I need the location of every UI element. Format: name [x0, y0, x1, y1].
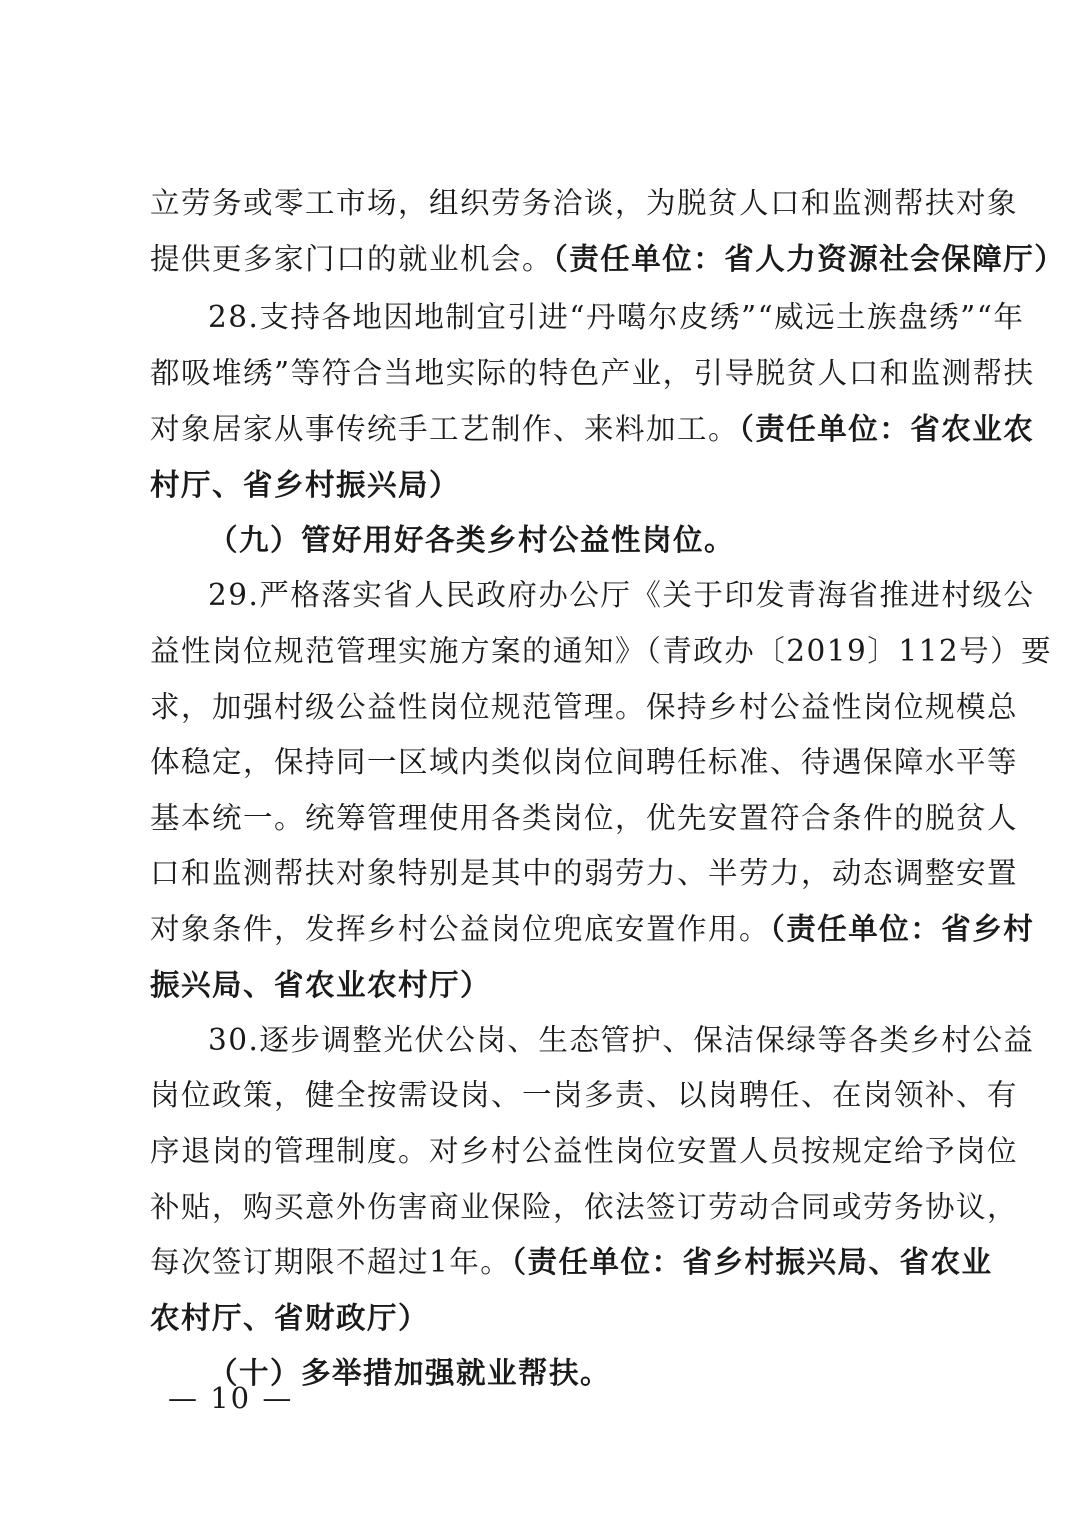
item-29-line-7: [150, 909, 1035, 949]
responsible-unit-note: 振兴局、省农业农村厅）: [150, 967, 492, 1002]
section-heading-text: （九）管好用好各类乡村公益性岗位。: [208, 522, 736, 557]
responsible-unit-note: 农村厅、省财政厅）: [150, 1300, 430, 1335]
responsible-unit-note: 村厅、省乡村振兴局）: [150, 467, 461, 502]
section-heading-text: （十）多举措加强就业帮扶。: [208, 1355, 612, 1390]
item-30-line-3: [150, 1131, 1019, 1171]
item-28-line-3: [150, 409, 1035, 449]
body-text: 岗位政策，健全按需设岗、一岗多责、以岗聘任、在岗领补、有: [150, 1078, 1019, 1112]
item-30-line-1: [208, 1020, 1035, 1060]
body-text: 都吸堆绣”等符合当地实际的特色产业，引导脱贫人口和监测帮扶: [150, 356, 1035, 390]
responsible-unit-note: （责任单位：省乡村: [770, 911, 1035, 946]
body-line-2: [150, 239, 1066, 279]
item-29-line-2: [150, 631, 1053, 671]
body-text: 序退岗的管理制度。对乡村公益性岗位安置人员按规定给予岗位: [150, 1134, 1019, 1168]
body-text: 30.逐步调整光伏公岗、生态管护、保洁保绿等各类乡村公益: [208, 1023, 1035, 1057]
body-text: 体稳定，保持同一区域内类似岗位间聘任标准、待遇保障水平等: [150, 745, 1019, 779]
body-text: 每次签订期限不超过1年。: [150, 1245, 512, 1279]
body-text: 求，加强村级公益性岗位规范管理。保持乡村公益性岗位规模总: [150, 690, 1019, 724]
item-28-line-2: [150, 353, 1035, 393]
body-text: 补贴，购买意外伤害商业保险，依法签订劳动合同或劳务协议，: [150, 1190, 1019, 1224]
body-text: 29.严格落实省人民政府办公厅《关于印发青海省推进村级公: [208, 578, 1035, 612]
item-29-line-8: [150, 965, 930, 1005]
item-29-line-1: [208, 575, 1035, 615]
responsible-unit-note: （责任单位：省乡村振兴局、省农业: [511, 1244, 993, 1279]
item-29-line-5: [150, 798, 1019, 838]
item-29-line-4: [150, 742, 1019, 782]
item-30-line-6: [150, 1298, 930, 1338]
item-29-line-6: [150, 853, 1019, 893]
responsible-unit-note: （责任单位：省人力资源社会保障厅）: [553, 241, 1066, 276]
body-text: 口和监测帮扶对象特别是其中的弱劳力、半劳力，动态调整安置: [150, 856, 1019, 890]
body-text: 提供更多家门口的就业机会。: [150, 242, 554, 276]
body-text: 28.支持各地因地制宜引进“丹噶尔皮绣”“威远土族盘绣”“年: [208, 300, 1025, 334]
item-29-line-3: [150, 687, 1019, 727]
responsible-unit-note: （责任单位：省农业农: [739, 411, 1035, 446]
body-text: 立劳务或零工市场，组织劳务洽谈，为脱贫人口和监测帮扶对象: [150, 186, 1019, 220]
section-heading-10: [208, 1353, 930, 1393]
body-text: 基本统一。统筹管理使用各类岗位，优先安置符合条件的脱贫人: [150, 801, 1019, 835]
body-text: 对象居家从事传统手工艺制作、来料加工。: [150, 412, 740, 446]
page-number: — 10 —: [168, 1381, 294, 1415]
item-28-line-4: [150, 465, 930, 505]
body-text: 对象条件，发挥乡村公益岗位兜底安置作用。: [150, 912, 771, 946]
item-30-line-2: [150, 1075, 1019, 1115]
body-line-1: [150, 183, 1019, 223]
body-text: 益性岗位规范管理实施方案的通知》（青政办〔2019〕112号）要: [150, 634, 1053, 668]
section-heading-9: [208, 520, 930, 560]
item-30-line-4: [150, 1187, 1019, 1227]
item-28-line-1: [208, 297, 1025, 337]
item-30-line-5: [150, 1242, 993, 1282]
